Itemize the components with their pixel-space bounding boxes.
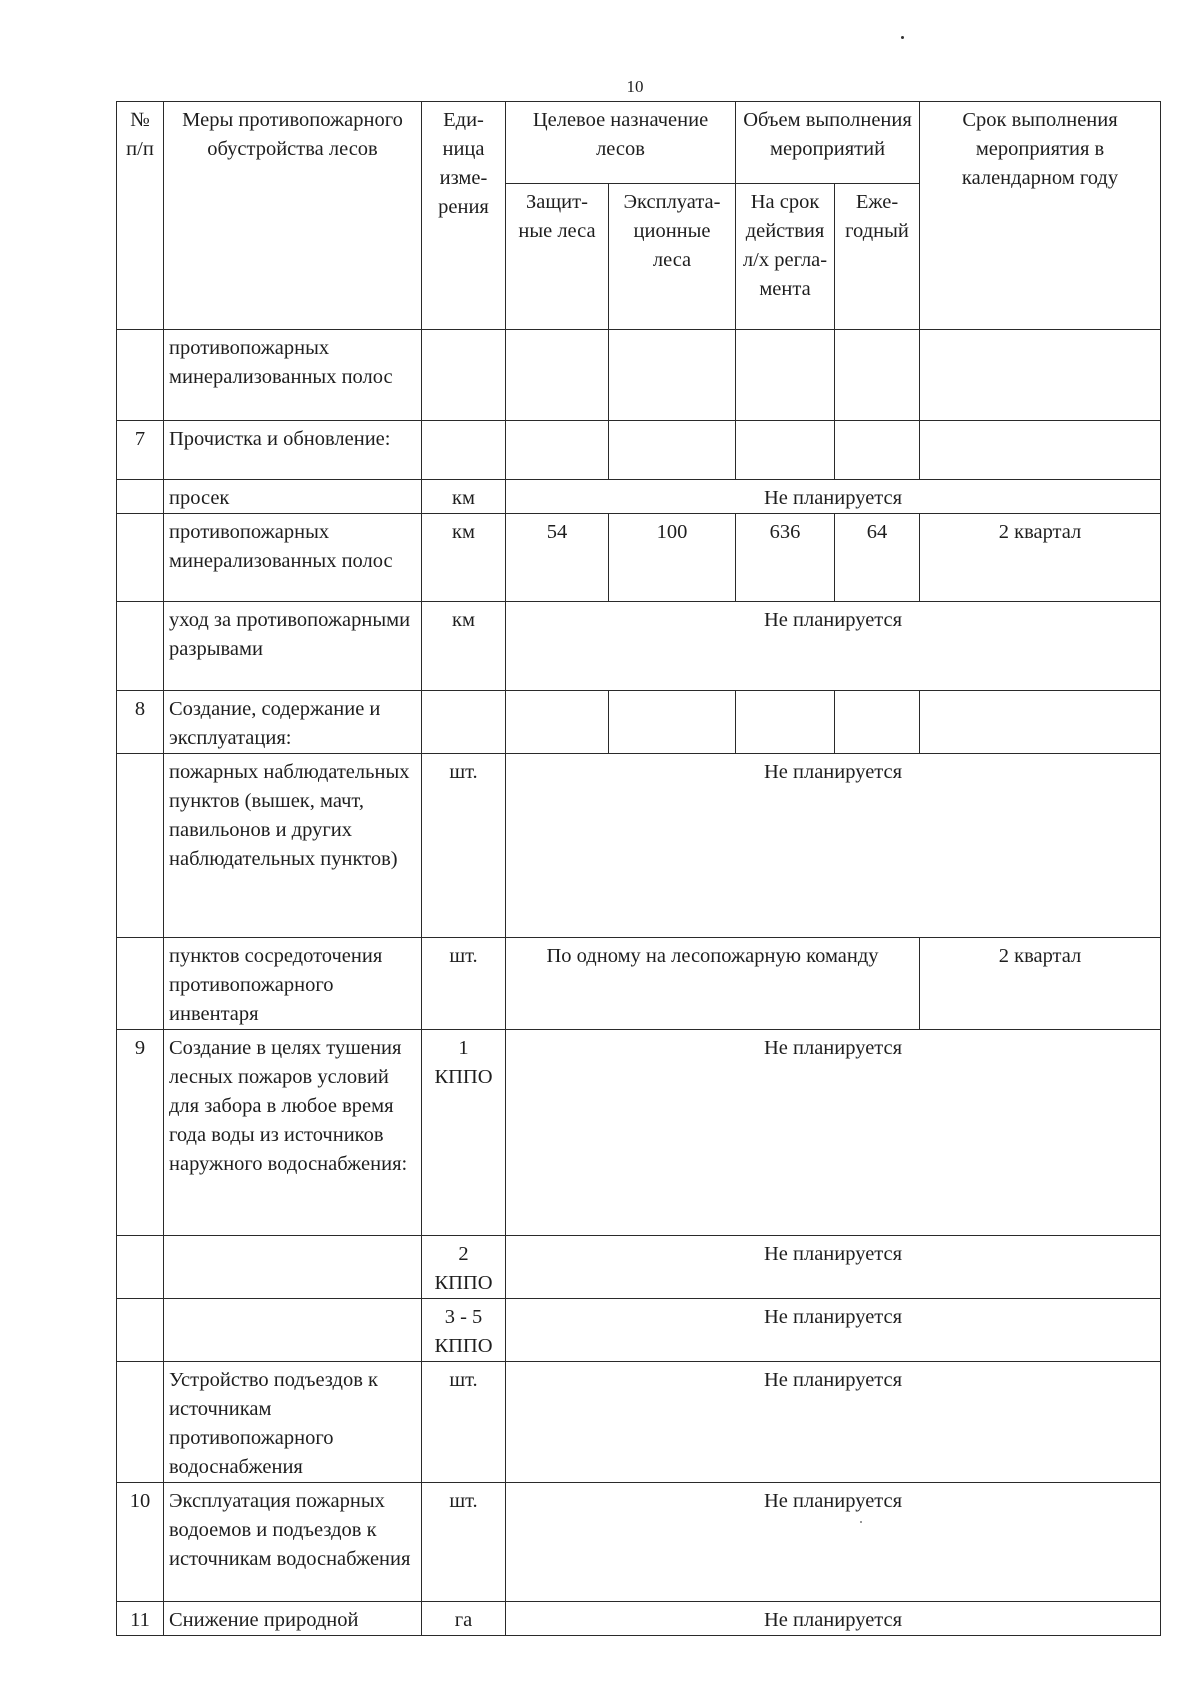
row-merged-value: Не планируется <box>506 1299 1161 1362</box>
row-merged-value: Не планируется <box>506 1362 1161 1483</box>
row-protective <box>506 330 609 421</box>
row-unit <box>422 691 506 754</box>
row-name: просек <box>164 480 422 514</box>
header-purpose: Целевое назначение лесов <box>506 102 736 184</box>
row-term <box>736 330 835 421</box>
header-volume: Объем выполнения мероприятий <box>736 102 920 184</box>
row-unit: км <box>422 602 506 691</box>
row-number: 10 <box>117 1483 164 1602</box>
row-number <box>117 602 164 691</box>
row-number <box>117 330 164 421</box>
fire-measures-table <box>116 101 1161 1636</box>
row-unit: шт. <box>422 938 506 1030</box>
row-number <box>117 1299 164 1362</box>
row-name: Снижение природной <box>164 1602 422 1636</box>
row-number: 9 <box>117 1030 164 1236</box>
row-number <box>117 480 164 514</box>
row-unit: 1 КППО <box>422 1030 506 1236</box>
row-deadline: 2 квартал <box>920 514 1161 602</box>
scan-dot <box>901 36 904 39</box>
row-number <box>117 754 164 938</box>
header-reglament-term: На срок действия л/х регла-мента <box>736 184 835 330</box>
header-annual: Еже-годный <box>835 184 920 330</box>
table-row <box>117 602 1161 691</box>
row-number <box>117 1362 164 1483</box>
row-exploitation <box>609 330 736 421</box>
row-unit: км <box>422 480 506 514</box>
row-exploitation: 100 <box>609 514 736 602</box>
row-name: пожарных наблюдательных пунктов (вышек, мачт, павильонов и других наблюдательных пунктов) <box>164 754 422 938</box>
row-merged-value: По одному на лесопожарную команду <box>506 938 920 1030</box>
table-row <box>117 480 1161 514</box>
header-deadline: Срок выполнения мероприятия в календарном году <box>920 102 1161 330</box>
row-annual <box>835 330 920 421</box>
header-num: № п/п <box>117 102 164 330</box>
header-protective: Защит-ные леса <box>506 184 609 330</box>
row-name: Прочистка и обновление: <box>164 421 422 480</box>
table-row <box>117 1362 1161 1483</box>
header-row-top <box>117 102 1161 184</box>
row-merged-value: Не планируется <box>506 602 1161 691</box>
table-row <box>117 1236 1161 1299</box>
row-deadline: 2 квартал <box>920 938 1161 1030</box>
row-unit: шт. <box>422 1362 506 1483</box>
row-deadline <box>920 330 1161 421</box>
header-exploitation: Эксплуата-ционные леса <box>609 184 736 330</box>
header-measures: Меры противопожарного обустройства лесов <box>164 102 422 330</box>
row-name: Устройство подъездов к источникам противопожарного водоснабжения <box>164 1362 422 1483</box>
row-merged-value: Не планируется <box>506 1030 1161 1236</box>
row-name <box>164 1236 422 1299</box>
row-annual: 64 <box>835 514 920 602</box>
row-name: пунктов сосредоточения противопожарного инвентаря <box>164 938 422 1030</box>
row-merged-value: Не планируется <box>506 1483 1161 1602</box>
row-unit: км <box>422 514 506 602</box>
row-number: 8 <box>117 691 164 754</box>
row-number <box>117 938 164 1030</box>
row-number <box>117 1236 164 1299</box>
row-unit: шт. <box>422 1483 506 1602</box>
row-merged-value: Не планируется <box>506 1602 1161 1636</box>
row-name: Создание, содержание и эксплуатация: <box>164 691 422 754</box>
header-unit: Еди-ница изме-рения <box>422 102 506 330</box>
page-number: 10 <box>626 77 644 96</box>
row-merged-value: Не планируется <box>506 480 1161 514</box>
row-annual <box>835 691 920 754</box>
row-protective <box>506 421 609 480</box>
row-merged-value: Не планируется <box>506 754 1161 938</box>
row-term <box>736 691 835 754</box>
table-row <box>117 1483 1161 1602</box>
row-name <box>164 1299 422 1362</box>
row-unit <box>422 330 506 421</box>
row-unit: шт. <box>422 754 506 938</box>
row-name: Эксплуатация пожарных водоемов и подъездов к источникам водоснабжения <box>164 1483 422 1602</box>
row-unit: 3 - 5 КППО <box>422 1299 506 1362</box>
row-term <box>736 421 835 480</box>
row-protective: 54 <box>506 514 609 602</box>
table-row <box>117 754 1161 938</box>
row-number: 7 <box>117 421 164 480</box>
table-row <box>117 514 1161 602</box>
table-row <box>117 1602 1161 1636</box>
table-row <box>117 1030 1161 1236</box>
row-term: 636 <box>736 514 835 602</box>
row-protective <box>506 691 609 754</box>
row-merged-value: Не планируется <box>506 1236 1161 1299</box>
row-name: Создание в целях тушения лесных пожаров условий для забора в любое время года воды из источников наружного водоснабжения: <box>164 1030 422 1236</box>
table-row <box>117 691 1161 754</box>
table-row <box>117 330 1161 421</box>
row-name: уход за противопожарными разрывами <box>164 602 422 691</box>
row-unit: 2 КППО <box>422 1236 506 1299</box>
row-exploitation <box>609 421 736 480</box>
row-deadline <box>920 421 1161 480</box>
table-row <box>117 938 1161 1030</box>
row-number <box>117 514 164 602</box>
row-unit: га <box>422 1602 506 1636</box>
table-row <box>117 1299 1161 1362</box>
row-exploitation <box>609 691 736 754</box>
row-name: противопожарных минерализованных полос <box>164 330 422 421</box>
table-row <box>117 421 1161 480</box>
row-number: 11 <box>117 1602 164 1636</box>
row-unit <box>422 421 506 480</box>
row-deadline <box>920 691 1161 754</box>
row-name: противопожарных минерализованных полос <box>164 514 422 602</box>
row-annual <box>835 421 920 480</box>
